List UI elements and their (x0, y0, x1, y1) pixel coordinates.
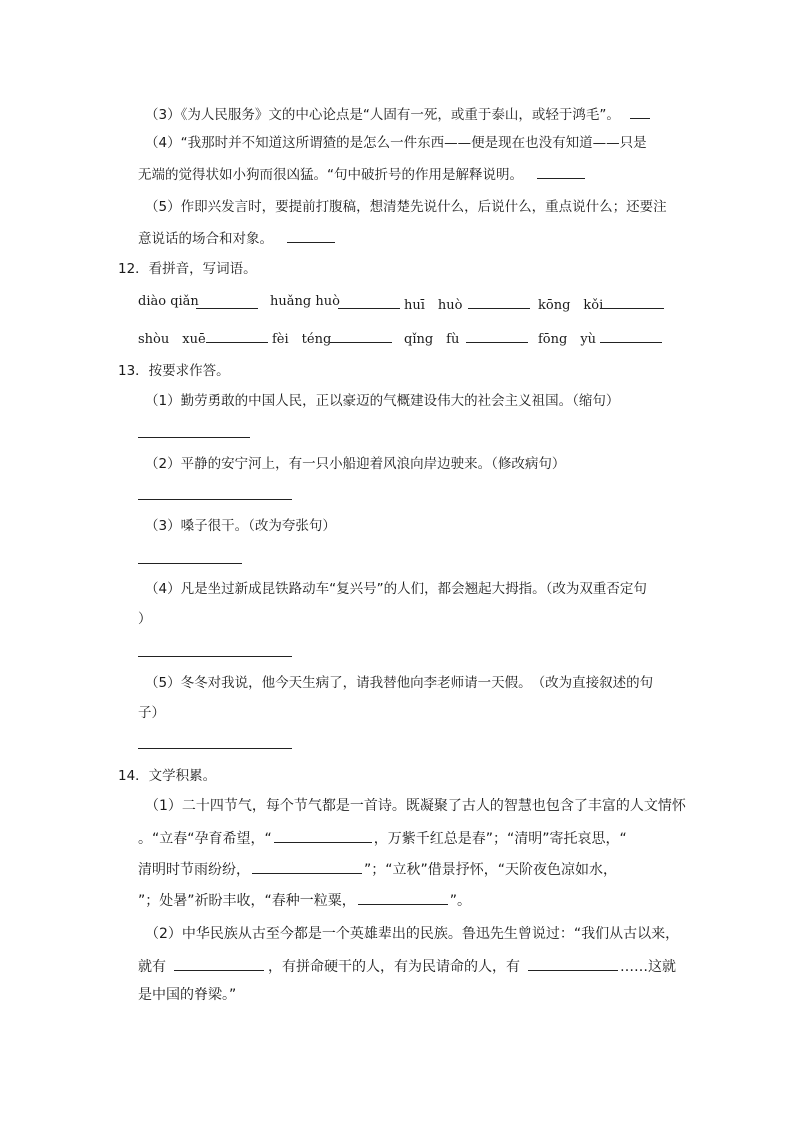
pinyin-label: huǎng huò (270, 294, 340, 309)
q11-item-5-line2 (138, 228, 335, 248)
answer-line[interactable] (138, 499, 292, 500)
pinyin-label: qǐng fù (404, 332, 460, 347)
judge-blank[interactable] (630, 104, 650, 119)
q14-p1-line3-b: ”；“立秋”借景抒怀，“天阶夜色凉如水， (364, 862, 618, 878)
pinyin-label: fōng yù (538, 332, 597, 347)
judge-blank[interactable] (537, 164, 585, 179)
q14-p1-line3-a: 清明时节雨纷纷， (138, 862, 250, 878)
judge-blank[interactable] (287, 228, 335, 243)
q13-item-2: （2）平静的安宁河上，有一只小船迎着风浪向岸边驶来。（修改病句） (145, 456, 566, 472)
pinyin-label: fèi téng (272, 332, 332, 347)
answer-line[interactable] (138, 656, 292, 657)
poem-blank[interactable] (252, 859, 362, 874)
q11-item-5-line1: （5）作即兴发言时，要提前打腹稿，想清楚先说什么，后说什么，重点说什么；还要注 (145, 199, 667, 215)
q13-item-3: （3）嗓子很干。（改为夸张句） (145, 518, 336, 534)
answer-line[interactable] (138, 437, 250, 438)
q13-item-1: （1）勤劳勇敢的中国人民，正以豪迈的气概建设伟大的社会主义祖国。（缩句） (145, 393, 620, 409)
pinyin-label: huī huò (404, 298, 463, 313)
poem-blank[interactable] (274, 828, 372, 843)
q14-p2-line2-c: ……这就 (620, 959, 676, 975)
q11-item-4-text: 无端的觉得状如小狗而很凶猛。“句中破折号的作用是解释说明。 (138, 167, 523, 183)
word-blank[interactable] (206, 342, 268, 343)
answer-line[interactable] (138, 563, 242, 564)
q14-p1-line4-b: ”。 (449, 893, 472, 909)
q14-p2-line2-a: 就有 (138, 959, 166, 975)
pinyin-label: shòu xuē (138, 332, 206, 347)
q14-p1-line2 (138, 828, 627, 848)
q12-title: 12．看拼音，写词语。 (118, 261, 257, 277)
q14-p1-line3 (138, 859, 617, 879)
q14-p1-line4 (138, 890, 471, 910)
word-blank[interactable] (466, 342, 528, 343)
q11-item-3 (145, 104, 650, 124)
q14-p1-line2-b: ，万紫千红总是春”；“清明”寄托哀思，“ (373, 831, 627, 847)
q14-p1-line1: （1）二十四节气，每个节气都是一首诗。既凝聚了古人的智慧也包含了丰富的人文情怀 (145, 798, 686, 814)
q13-item-4-line1: （4）凡是坐过新成昆铁路动车“复兴号”的人们，都会翘起大拇指。（改为双重否定句 (145, 581, 647, 597)
q11-item-5-text: 意说话的场合和对象。 (138, 231, 273, 247)
poem-blank[interactable] (358, 890, 448, 905)
q14-title: 14．文学积累。 (118, 768, 217, 784)
poem-blank[interactable] (528, 956, 618, 971)
word-blank[interactable] (338, 308, 400, 309)
poem-blank[interactable] (174, 956, 264, 971)
q13-item-4-line2: ） (138, 611, 152, 627)
word-blank[interactable] (600, 342, 662, 343)
word-blank[interactable] (600, 308, 664, 309)
q11-item-4-line2 (138, 164, 585, 184)
word-blank[interactable] (468, 308, 530, 309)
word-blank[interactable] (330, 342, 392, 343)
q13-item-5-line1: （5）冬冬对我说，他今天生病了，请我替他向李老师请一天假。 （改为直接叙述的句 (145, 675, 654, 691)
pinyin-label: kōng kǒi (538, 298, 604, 313)
q11-item-3-text: （3）《为人民服务》文的中心论点是“人固有一死，或重于泰山，或轻于鸿毛”。 (145, 107, 620, 123)
q14-p2-line2-b: ，有拼命硬干的人，有为民请命的人，有 (268, 959, 520, 975)
pinyin-label: diào qiǎn (138, 294, 199, 309)
q13-title: 13．按要求作答。 (118, 363, 230, 379)
word-blank[interactable] (196, 308, 258, 309)
q14-p2-line2 (138, 956, 676, 976)
q11-item-4-line1: （4）“我那时并不知道这所谓猹的是怎么一件东西——便是现在也没有知道——只是 (145, 135, 647, 151)
q14-p1-line4-a: ”；处暑”祈盼丰收，“春种一粒粟， (138, 893, 356, 909)
q14-p1-line2-a: 。“立春“孕育希望，“ (138, 831, 272, 847)
q13-item-5-line2: 子） (138, 705, 165, 721)
q14-p2-line1: （2）中华民族从古至今都是一个英雄辈出的民族。鲁迅先生曾说过：“我们从古以来， (145, 926, 680, 942)
answer-line[interactable] (138, 748, 292, 749)
q14-p2-line3: 是中国的脊梁。” (138, 987, 237, 1003)
